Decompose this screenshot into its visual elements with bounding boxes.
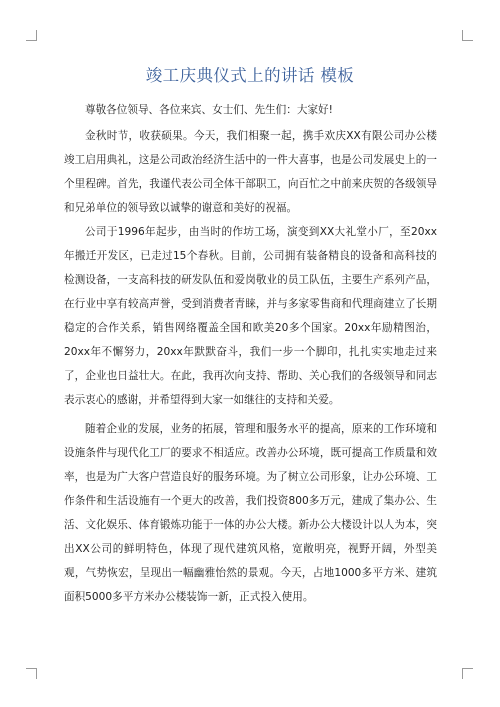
crop-mark-top-right [462, 30, 473, 41]
paragraph: 公司于1996年起步，由当时的作坊工场，演变到XX大礼堂小厂，至20xx年搬迁开发区，已走过15个春秋。目前，公司拥有装备精良的设备和高科技的检测设备，一支高科技的研发队伍和爱岗敬业的员工队伍，主要生产系列产品，在行业中享有较高声誉，受到消费者青睐，并与多家零售商和代理商建立了长期稳定的合作关系，销售网络覆盖全国和欧美20多个国家。20xx年励精图治，20xx年不懈努力，20xx年默默奋斗，我们一步一个脚印，扎扎实实地走过来了，企业也日益壮大。在此，我再次向支持、帮助、关心我们的各级领导和同志表示衷心的感谢，并希望得到大家一如继往的支持和关爱。 [64, 226, 437, 406]
crop-mark-bottom-right [462, 668, 473, 679]
document-body [64, 98, 437, 609]
salutation: 尊敬各位领导、各位来宾、女士们、先生们：大家好! [85, 104, 333, 116]
document-title: 竣工庆典仪式上的讲话 模板 [145, 66, 355, 85]
crop-mark-bottom-left [26, 668, 37, 679]
paragraph: 随着企业的发展，业务的拓展，管理和服务水平的提高，原来的工作环境和设施条件与现代化工厂的要求不相适应。改善办公环境，既可提高工作质量和效率，也是为广大客户营造良好的服务环境。为了树立公司形象，让办公环境、工作条件和生活设施有一个更大的改善，我们投资800多万元，建成了集办公、生活、文化娱乐、体育锻炼功能于一体的办公大楼。新办公大楼设计以人为本，突出XX公司的鲜明特色，体现了现代建筑风格，宽敞明亮，视野开阔，外型美观，气势恢宏，呈现出一幅幽雅怡然的景观。今天，占地1000多平方米、建筑面积5000多平方米办公楼装饰一新，正式投入使用。 [64, 423, 437, 603]
paragraph: 金秋时节，收获硕果。今天，我们相聚一起，携手欢庆XX有限公司办公楼竣工启用典礼，这是公司政治经济生活中的一件大喜事，也是公司发展史上的一个里程碑。首先，我谨代表公司全体干部职工，向百忙之中前来庆贺的各级领导和兄弟单位的领导致以诚挚的谢意和美好的祝福。 [64, 130, 437, 214]
crop-mark-top-left [26, 30, 37, 41]
